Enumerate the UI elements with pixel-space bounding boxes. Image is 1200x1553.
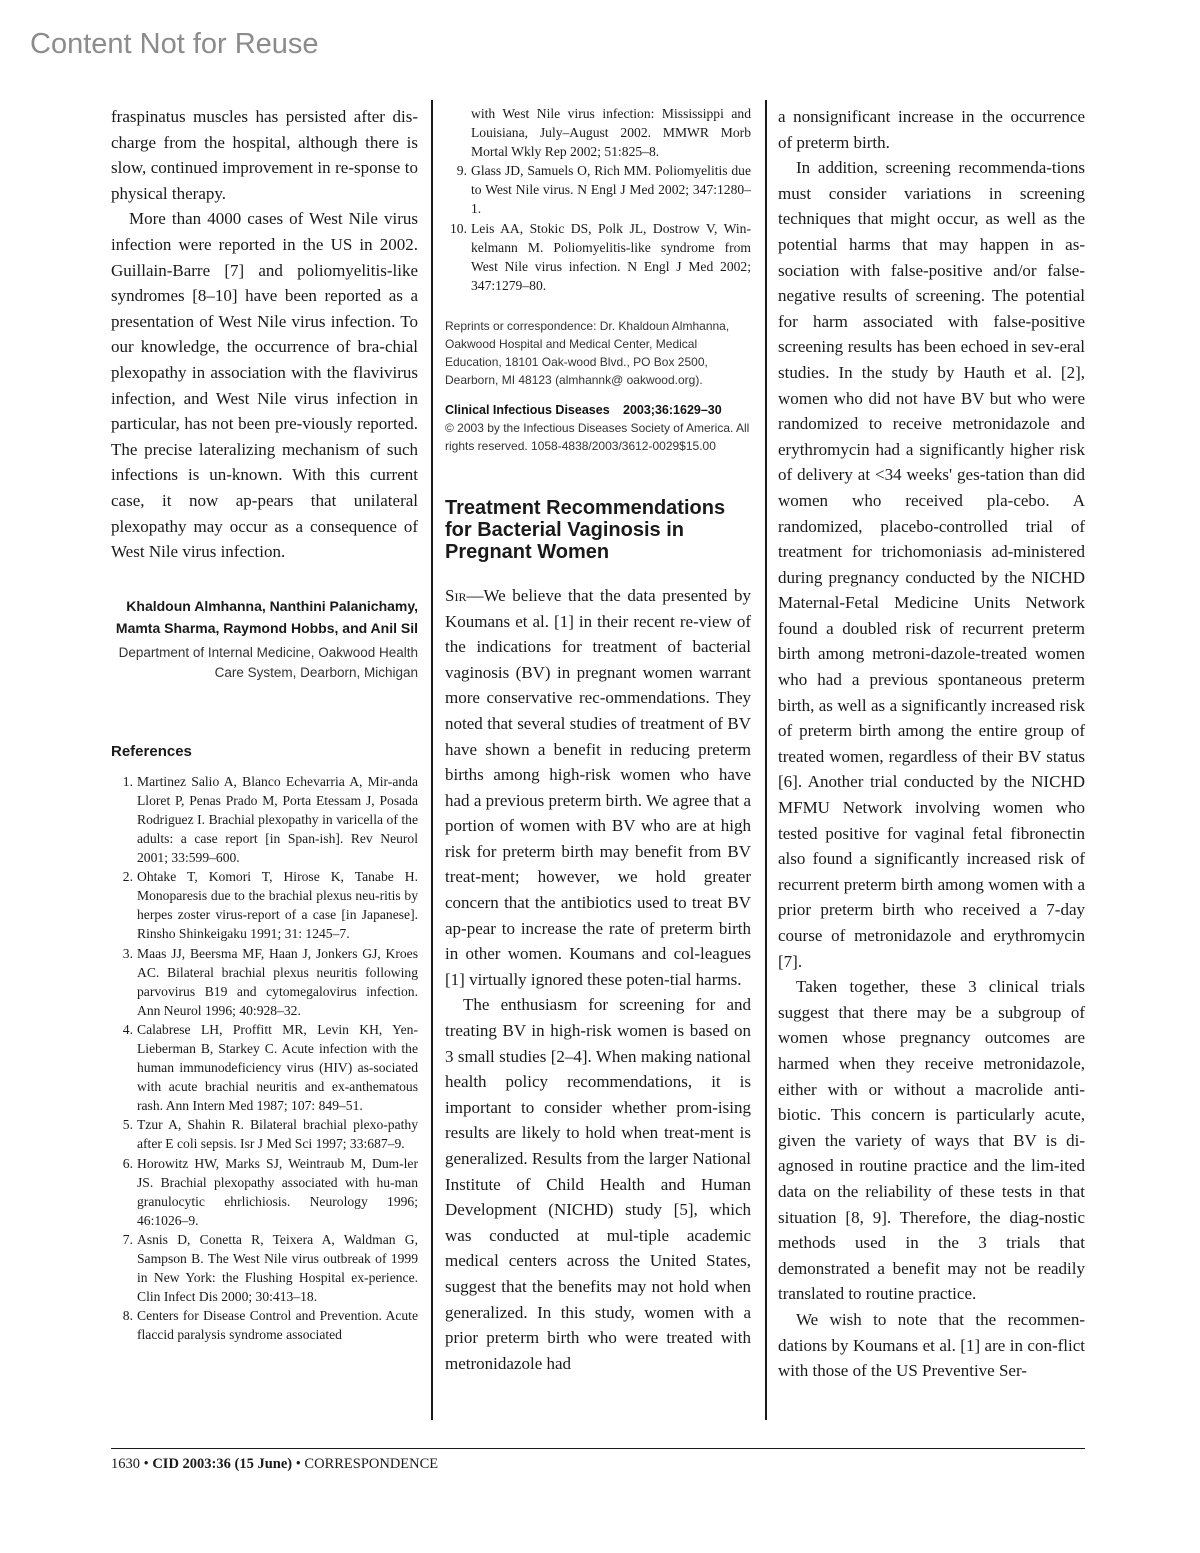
reference-number: 9. [456, 163, 467, 179]
journal-info [445, 401, 751, 455]
reference-item [445, 219, 751, 295]
page-number: 1630 [111, 1456, 140, 1472]
reference-continuation: with West Nile virus infection: Mississippi and Louisiana, July–August 2002. MMWR Morb Mortal Wkly Rep 2002; 51:825–8. [471, 106, 751, 160]
paragraph [445, 583, 751, 993]
column-right [778, 104, 1085, 1384]
paragraph: We wish to note that the recommen-dations by Koumans et al. [1] are in con-flict with those of the US Preventive Ser- [778, 1309, 1085, 1381]
reference-text: Horowitz HW, Marks SJ, Weintraub M, Dum-ler JS. Brachial plexopathy associated with hu-man granulocytic ehrlichiosis. Neurology 1996; 46:1026–9. [137, 1155, 418, 1228]
affiliation: Department of Internal Medicine, Oakwood Health Care System, Dearborn, Michigan [118, 644, 418, 680]
reference-item [111, 1020, 418, 1115]
reference-item [111, 772, 418, 867]
reference-item [111, 1230, 418, 1306]
column-divider [431, 100, 433, 1420]
section-name: CORRESPONDENCE [304, 1456, 439, 1472]
reference-item [111, 944, 418, 1020]
page-footer: 1630 • CID 2003:36 (15 June) • CORRESPONDENCE [111, 1456, 439, 1472]
journal-citation: 2003;36:1629–30 [623, 402, 722, 417]
references-list [111, 772, 418, 1345]
reference-text: Centers for Disease Control and Prevention. Acute flaccid paralysis syndrome associated [137, 1308, 418, 1343]
column-middle [445, 104, 751, 1376]
reprints-note: Reprints or correspondence: Dr. Khaldoun Almhanna, Oakwood Hospital and Medical Center, Medical Education, 18101 Oak-wood Blvd., PO Box 2500, Dearborn, MI 48123 (almhannk@ oakwood.org). [445, 318, 730, 387]
reference-text: Ohtake T, Komori T, Hirose K, Tanabe H. Monoparesis due to the brachial plexus neu-ritis by herpes zoster virus-report of a case [in Japanese]. Rinsho Shinkeigaku 1991; 31: 1245–7. [137, 869, 418, 942]
reference-text: Leis AA, Stokic DS, Polk JL, Dostrow V, Win-kelmann M. Poliomyelitis-like syndrome from West Nile virus infection. N Engl J Med 2002; 347:1279–80. [471, 220, 751, 293]
reference-number: 5. [122, 1117, 133, 1133]
paragraph: In addition, screening recommenda-tions must consider variations in screening techniques that might occur, as well as the potential harms that may happen in as-sociation with false-positive and/or false-negative results of screening. The potential for harm associated with false-positive screening results has been echoed in sev-eral studies. In the study by Hauth et al. [2], women who did not have BV but who were randomized to receive metronidazole and erythromycin had a significantly higher risk of delivery at <34 weeks' ges-tation than did women who received pla-cebo. A randomized, placebo-controlled trial of treatment for trichomoniasis ad-ministered during pregnancy conducted by the NICHD Maternal-Fetal Medicine Units Network found a doubled risk of recurrent preterm birth among metroni-dazole-treated women who had a previous spontaneous preterm birth, as well as a significantly increased risk of preterm birth among the entire group of treated women, regardless of their BV status [6]. Another trial conducted by the NICHD MFMU Network involving women who tested positive for vaginal fetal fibronectin also found a significantly increased risk of recurrent preterm birth among women with a prior preterm birth who received a 7-day course of metronidazole and erythromycin [7]. [778, 158, 1085, 971]
journal-name: Clinical Infectious Diseases [445, 402, 610, 417]
reference-text: Maas JJ, Beersma MF, Haan J, Jonkers GJ, Kroes AC. Bilateral brachial plexus neuritis following parvovirus B19 and cytomegalovirus infection. Ann Neurol 1996; 40:928–32. [137, 945, 418, 1018]
salutation: Sir [445, 585, 467, 605]
reference-text: Martinez Salio A, Blanco Echevarria A, Mir-anda Lloret P, Penas Prado M, Porta Etessam J, Posada Rodriguez I. Brachial plexopathy in varicella of the adults: a case report [in Span-ish]. Rev Neurol 2001; 33:599–600. [137, 773, 418, 866]
author-list: Khaldoun Almhanna, Nanthini Palanichamy, Mamta Sharma, Raymond Hobbs, and Anil Sil [115, 597, 418, 636]
reference-text: Calabrese LH, Proffitt MR, Levin KH, Yen-Lieberman B, Starkey C. Acute infection with the human immunodeficiency virus (HIV) as-sociated with acute brachial neuritis and ex-anthematous rash. Ann Intern Med 1987; 107: 849–51. [137, 1021, 418, 1114]
paragraph: a nonsignificant increase in the occurrence of preterm birth. [778, 107, 1085, 152]
reference-item [111, 1154, 418, 1230]
paragraph: fraspinatus muscles has persisted after dis-charge from the hospital, although there is slow, continued improvement in re-sponse to physical therapy. [111, 107, 418, 203]
references-heading: References [111, 742, 192, 760]
copyright-notice: © 2003 by the Infectious Diseases Society of America. All rights reserved. 1058-4838/2003/3612-0029$15.00 [445, 420, 750, 453]
watermark: Content Not for Reuse [30, 28, 319, 60]
reference-number: 4. [122, 1021, 133, 1037]
column-left [111, 104, 418, 1345]
footer-rule [111, 1448, 1085, 1449]
journal-issue: CID 2003:36 (15 June) [152, 1456, 293, 1472]
paragraph: The enthusiasm for screening for and treating BV in high-risk women is based on 3 small studies [2–4]. When making national health policy recommendations, it is important to consider whether prom-ising results are likely to hold when treat-ment is generalized. Results from the larger National Institute of Child Health and Human Development (NICHD) study [5], which was conducted at mul-tiple academic medical centers across the United States, suggest that the benefits may not hold when generalized. In this study, women with a prior preterm birth who were treated with metronidazole had [445, 995, 751, 1373]
paragraph: Taken together, these 3 clinical trials suggest that there may be a subgroup of women whose pregnancy outcomes are harmed when they receive metronidazole, either with or without a macrolide anti-biotic. This concern is particularly acute, given the variety of ways that BV is di-agnosed in routine practice and the lim-ited data on the reliability of these tests in that situation [8, 9]. Therefore, the diag-nostic methods used in the 3 trials that demonstrated a benefit may not be readily translated to routine practice. [778, 977, 1085, 1304]
reference-number: 2. [122, 869, 133, 885]
reference-item [445, 161, 751, 218]
paragraph-text: —We believe that the data presented by Koumans et al. [1] in their recent re-view of the indications for treatment of bacterial vaginosis (BV) in pregnant women warrant more conservative rec-ommendations. They noted that several studies of treatment of BV have shown a benefit in reducing preterm births among high-risk women who have had a previous preterm birth. We agree that a portion of women with BV who are at high risk for preterm birth may benefit from BV treat-ment; however, we hold greater concern that the antibiotics used to treat BV ap-pear to increase the rate of preterm birth in other women. Koumans and col-leagues [1] virtually ignored these poten-tial harms. [445, 585, 751, 989]
reference-number: 8. [122, 1308, 133, 1324]
reference-number: 10. [450, 220, 467, 236]
reference-text: Asnis D, Conetta R, Teixera A, Waldman G, Sampson B. The West Nile virus outbreak of 1999 in New York: the Flushing Hospital ex-perience. Clin Infect Dis 2000; 30:413–18. [137, 1231, 418, 1305]
article-title: Treatment Recommendations for Bacterial Vaginosis in Pregnant Women [445, 496, 726, 563]
reference-number: 7. [122, 1231, 133, 1247]
references-list [445, 161, 751, 295]
reference-item [111, 1306, 418, 1344]
reference-number: 6. [122, 1155, 133, 1171]
reference-text: Tzur A, Shahin R. Bilateral brachial plexo-pathy after E coli sepsis. Isr J Med Sci 1997; 33:687–9. [137, 1117, 418, 1152]
reference-text: Glass JD, Samuels O, Rich MM. Poliomyelitis due to West Nile virus. N Engl J Med 2002; 347:1280–1. [471, 163, 751, 217]
paragraph: More than 4000 cases of West Nile virus infection were reported in the US in 2002. Guillain-Barre [7] and poliomyelitis-like syndromes [8–10] have been reported as a presentation of West Nile virus infection. To our knowledge, the occurrence of bra-chial plexopathy in association with the flavivirus infection, and West Nile virus infection in particular, has not been pre-viously reported. The precise lateralizing mechanism of such infections is un-known. With this current case, it now ap-pears that unilateral plexopathy may occur as a consequence of West Nile virus infection. [111, 209, 418, 562]
reference-number: 1. [122, 773, 133, 789]
reference-item [111, 867, 418, 943]
reference-item [111, 1115, 418, 1153]
reference-number: 3. [122, 945, 133, 961]
column-divider [765, 100, 767, 1420]
